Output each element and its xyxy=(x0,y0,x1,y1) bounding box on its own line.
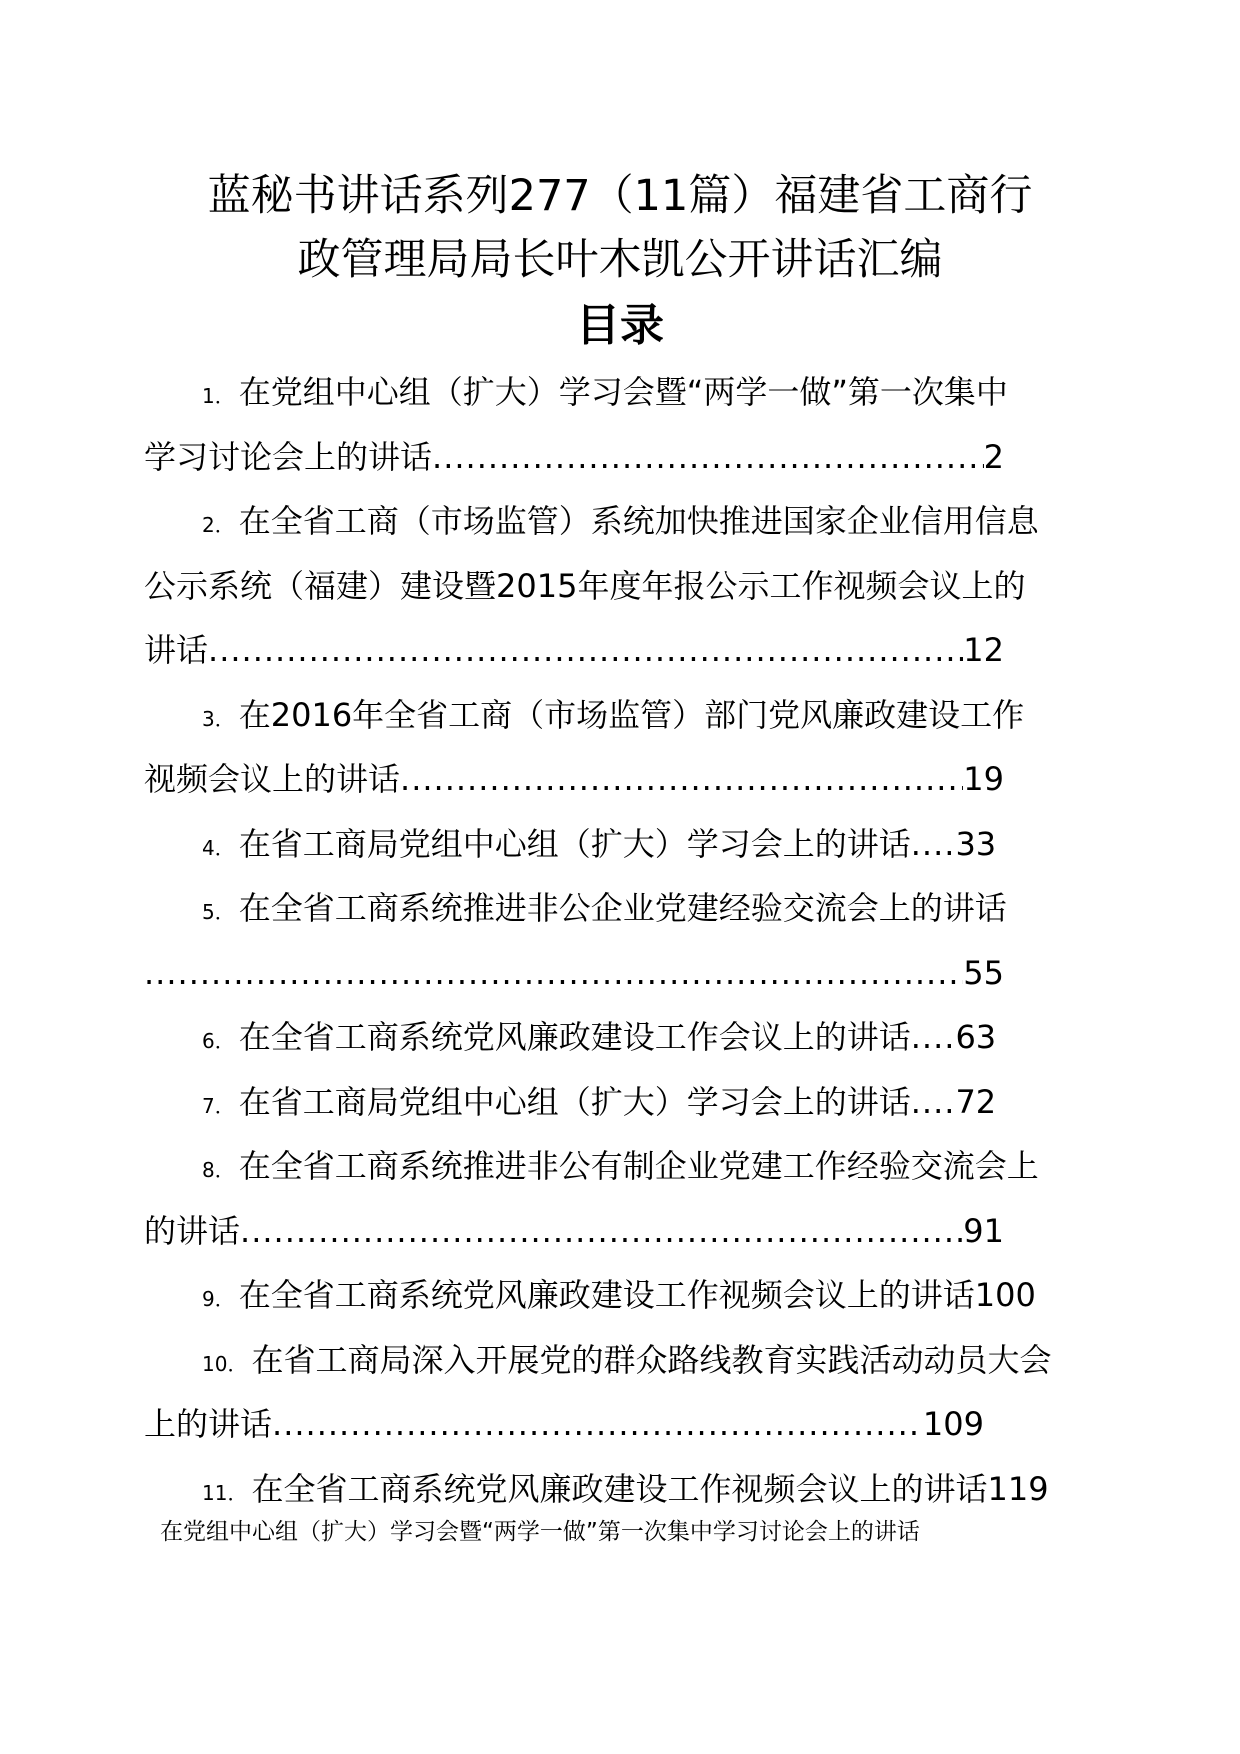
toc-entry[interactable] xyxy=(144,489,1090,683)
toc-entry-page: 63 xyxy=(955,1018,997,1056)
toc-entry-page: 72 xyxy=(955,1082,997,1121)
document-title-line2: 政管理局局长叶木凯公开讲话汇编 xyxy=(297,235,943,285)
toc-list xyxy=(144,360,1090,1521)
toc-entry-number: 7． xyxy=(202,1093,235,1118)
toc-entry-number: 4． xyxy=(202,835,235,860)
toc-leader-dots xyxy=(911,1005,956,1070)
toc-leader-dots xyxy=(911,1070,956,1135)
toc-leader-dots xyxy=(144,941,963,1006)
toc-entry[interactable] xyxy=(144,1328,1090,1457)
toc-entry[interactable] xyxy=(160,1263,1090,1328)
toc-entry-title: 在全省工商系统党风廉政建设工作视频会议上的讲话 xyxy=(238,1276,975,1314)
toc-entry[interactable] xyxy=(144,360,1090,489)
toc-entry-page: 119 xyxy=(987,1469,1049,1508)
section-heading: 在党组中心组（扩大）学习会暨“两学一做”第一次集中学习讨论会上的讲话 xyxy=(160,1519,920,1545)
toc-entry-title: 在2016年全省工商（市场监管）部门党风廉政建设工作 xyxy=(238,695,1025,734)
toc-entry[interactable] xyxy=(144,1134,1090,1263)
toc-entry-page: 2 xyxy=(983,437,1004,476)
toc-entry-title: 在省工商局党组中心组（扩大）学习会上的讲话 xyxy=(238,1082,911,1121)
toc-entry-page: 109 xyxy=(922,1405,984,1443)
toc-entry[interactable] xyxy=(160,1070,1090,1135)
toc-entry-title: 在党组中心组（扩大）学习会暨“两学一做”第一次集中 xyxy=(238,373,1008,411)
toc-entry-title-cont: 的讲话 xyxy=(144,1211,241,1250)
toc-entry-number: 5． xyxy=(202,900,235,924)
toc-entry-title: 在全省工商系统推进非公企业党建经验交流会上的讲话 xyxy=(238,889,1007,927)
toc-entry-title: 在全省工商系统党风廉政建设工作会议上的讲话 xyxy=(238,1018,911,1056)
toc-entry-title: 在全省工商系统党风廉政建设工作视频会议上的讲话 xyxy=(251,1469,988,1508)
toc-entry-page: 100 xyxy=(974,1276,1036,1314)
toc-entry[interactable] xyxy=(160,1005,1090,1070)
toc-entry-number: 1． xyxy=(202,384,235,408)
toc-entry-number: 10． xyxy=(202,1351,248,1376)
toc-leader-dots xyxy=(272,1392,923,1457)
toc-entry-title: 在省工商局党组中心组（扩大）学习会上的讲话 xyxy=(238,824,911,863)
toc-entry[interactable] xyxy=(144,683,1090,812)
toc-entry-page: 12 xyxy=(963,631,1004,669)
toc-entry-number: 8． xyxy=(202,1158,235,1182)
toc-entry-title: 在全省工商（市场监管）系统加快推进国家企业信用信息 xyxy=(238,502,1039,540)
toc-entry-page: 91 xyxy=(963,1211,1004,1250)
toc-entry-number: 3． xyxy=(202,706,235,731)
toc-entry[interactable] xyxy=(160,876,1090,1005)
toc-leader-dots xyxy=(208,618,963,683)
toc-entry-title-cont: 视频会议上的讲话 xyxy=(144,760,401,798)
toc-entry-page: 19 xyxy=(963,760,1004,798)
toc-entry-number: 6． xyxy=(202,1029,235,1053)
toc-entry-page: 55 xyxy=(963,953,1004,992)
toc-heading: 目录 xyxy=(576,300,664,351)
toc-entry-title-cont: 公示系统（福建）建设暨2015年度年报公示工作视频会议上的 xyxy=(144,566,1026,605)
toc-leader-dots xyxy=(432,425,984,490)
toc-entry-number: 11． xyxy=(202,1480,248,1505)
toc-leader-dots xyxy=(911,812,956,877)
toc-entry-title: 在全省工商系统推进非公有制企业党建工作经验交流会上 xyxy=(238,1147,1039,1185)
toc-leader-dots xyxy=(240,1199,963,1264)
toc-entry-title-cont: 讲话 xyxy=(144,631,209,669)
toc-entry-page: 33 xyxy=(955,824,997,863)
toc-entry-number: 2． xyxy=(202,513,235,537)
document-title-line1: 蓝秘书讲话系列277（11篇）福建省工商行 xyxy=(207,171,1033,221)
toc-leader-dots xyxy=(400,747,963,812)
toc-entry-title: 在省工商局深入开展党的群众路线教育实践活动动员大会 xyxy=(251,1340,1052,1379)
toc-entry-number: 9． xyxy=(202,1287,235,1311)
toc-entry[interactable] xyxy=(160,812,1090,877)
toc-entry[interactable] xyxy=(160,1457,1090,1522)
toc-entry-title-cont: 学习讨论会上的讲话 xyxy=(144,437,433,476)
toc-entry-title-cont: 上的讲话 xyxy=(144,1405,273,1443)
